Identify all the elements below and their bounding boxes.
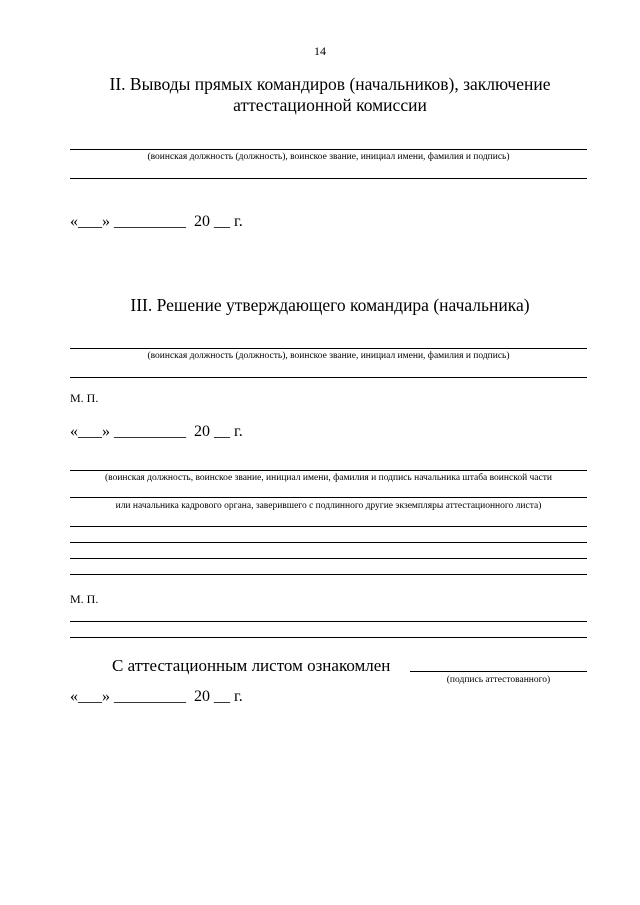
section2-signature-line [70, 149, 587, 150]
page-number: 14 [314, 44, 326, 58]
certification-blank-line-1 [70, 526, 587, 527]
certification-stamp-label: М. П. [70, 592, 99, 606]
section2-date: «___» _________ 20 __ г. [70, 213, 243, 230]
certification-blank-line-3 [70, 558, 587, 559]
acknowledgement-signature-caption: (подпись аттестованного) [446, 675, 551, 685]
certification-caption-line1: (воинская должность, воинское звание, инициал имени, фамилия и подпись начальника штаба воинской части [105, 473, 552, 483]
section3-date: «___» _________ 20 __ г. [70, 423, 243, 440]
section2-signature-caption: (воинская должность (должность), воинское звание, инициал имени, фамилия и подпись) [147, 152, 510, 162]
section3-extra-line [70, 377, 587, 378]
certification-line-2 [70, 497, 587, 498]
section2-extra-line [70, 178, 587, 179]
certification-signature-line [70, 470, 587, 471]
certification-blank-line-2 [70, 542, 587, 543]
certification-caption-line2: или начальника кадрового органа, заверившего с подлинного другие экземпляры аттестационного листа) [115, 501, 542, 511]
acknowledgement-signature-line [410, 671, 587, 672]
section3-title: III. Решение утверждающего командира (начальника) [130, 295, 530, 315]
certification-blank-line-6 [70, 637, 587, 638]
acknowledgement-date: «___» _________ 20 __ г. [70, 688, 243, 705]
acknowledgement-text: С аттестационным листом ознакомлен [112, 656, 391, 675]
section3-signature-caption: (воинская должность (должность), воинское звание, инициал имени, фамилия и подпись) [147, 351, 510, 361]
certification-blank-line-4 [70, 574, 587, 575]
certification-blank-line-5 [70, 621, 587, 622]
section2-title-line1: II. Выводы прямых командиров (начальников), заключение [109, 74, 551, 94]
section3-stamp-label: М. П. [70, 391, 99, 405]
section2-title-line2: аттестационной комиссии [233, 95, 427, 115]
section3-signature-line [70, 348, 587, 349]
